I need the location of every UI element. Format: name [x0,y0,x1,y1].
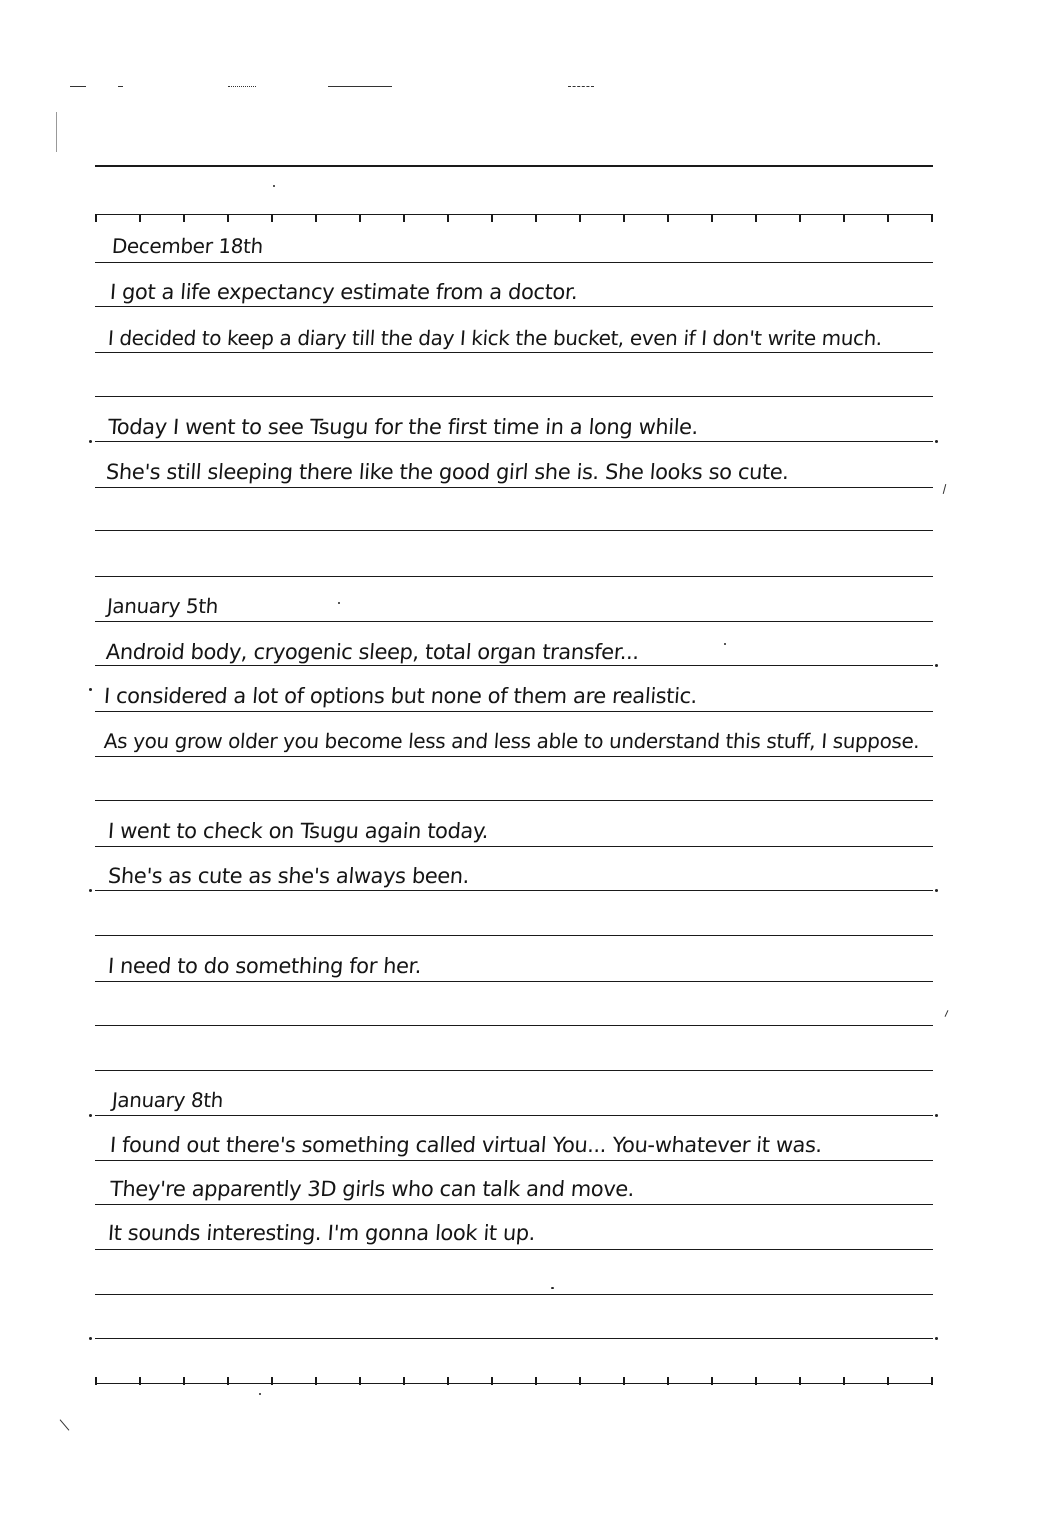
diary-line: I got a life expectancy estimate from a doctor. [109,280,579,304]
ruled-line [95,576,933,577]
speck [60,1419,70,1430]
speck [943,484,947,494]
ruled-line [95,800,933,801]
entry-date: January 5th [106,594,219,618]
ruled-line [95,352,933,353]
scan-mark [568,86,594,87]
ruled-line [95,711,933,712]
diary-line: She's still sleeping there like the good girl she is. She looks so cute. [105,460,790,484]
ruled-line [95,1249,933,1250]
ruled-line [95,1338,933,1339]
margin-dot [935,1114,938,1117]
scan-mark [56,112,57,152]
ruled-line [95,621,933,622]
ruled-line [95,396,933,397]
ruled-line [95,935,933,936]
diary-line: Android body, cryogenic sleep, total organ transfer... [105,640,640,664]
ruled-line [95,756,933,757]
ruled-line [95,1115,933,1116]
ruled-line [95,487,933,488]
scan-mark [228,86,256,87]
margin-dot [935,889,938,892]
speck [551,1287,554,1289]
speck [945,1010,949,1017]
speck [259,1393,261,1395]
scan-mark [328,86,392,87]
diary-line: I found out there's something called virtual You... You-whatever it was. [109,1133,823,1157]
ruled-line [95,530,933,531]
margin-dot [89,688,92,691]
ruled-line [95,981,933,982]
diary-line: Today I went to see Tsugu for the first time in a long while. [107,415,699,439]
ruled-line [95,1025,933,1026]
diary-line: I need to do something for her. [107,954,423,978]
diary-line: She's as cute as she's always been. [107,864,470,888]
diary-line: They're apparently 3D girls who can talk and move. [109,1177,635,1201]
margin-dot [89,440,92,443]
ruled-line [95,1204,933,1205]
ruled-line [95,1160,933,1161]
diary-line: As you grow older you become less and less able to understand this stuff, I suppose. [103,729,921,753]
ruled-line [95,262,933,263]
ruled-line [95,441,933,442]
speck [724,643,726,645]
margin-dot [89,889,92,892]
margin-dot [89,1337,92,1340]
diary-line: I considered a lot of options but none of them are realistic. [103,684,698,708]
ruled-line [95,165,933,167]
ruled-line [95,846,933,847]
entry-date: January 8th [111,1088,224,1112]
margin-dot [935,664,938,667]
speck [273,185,275,187]
ruled-line [95,665,933,666]
diary-line: I went to check on Tsugu again today. [107,819,490,843]
margin-dot [935,440,938,443]
ruled-line [95,890,933,891]
margin-dot [935,1337,938,1340]
margin-dot [89,1114,92,1117]
entry-date: December 18th [111,234,264,258]
ruled-line [95,306,933,307]
ruled-line [95,1294,933,1295]
ruled-line [95,1070,933,1071]
ruled-line-ticks [95,214,935,222]
speck [338,602,340,604]
scan-mark [70,86,86,87]
diary-line: I decided to keep a diary till the day I kick the bucket, even if I don't write much. [107,326,883,350]
ruled-line-ticks [95,1377,935,1385]
diary-line: It sounds interesting. I'm gonna look it up. [107,1221,536,1245]
scan-mark [118,86,123,87]
